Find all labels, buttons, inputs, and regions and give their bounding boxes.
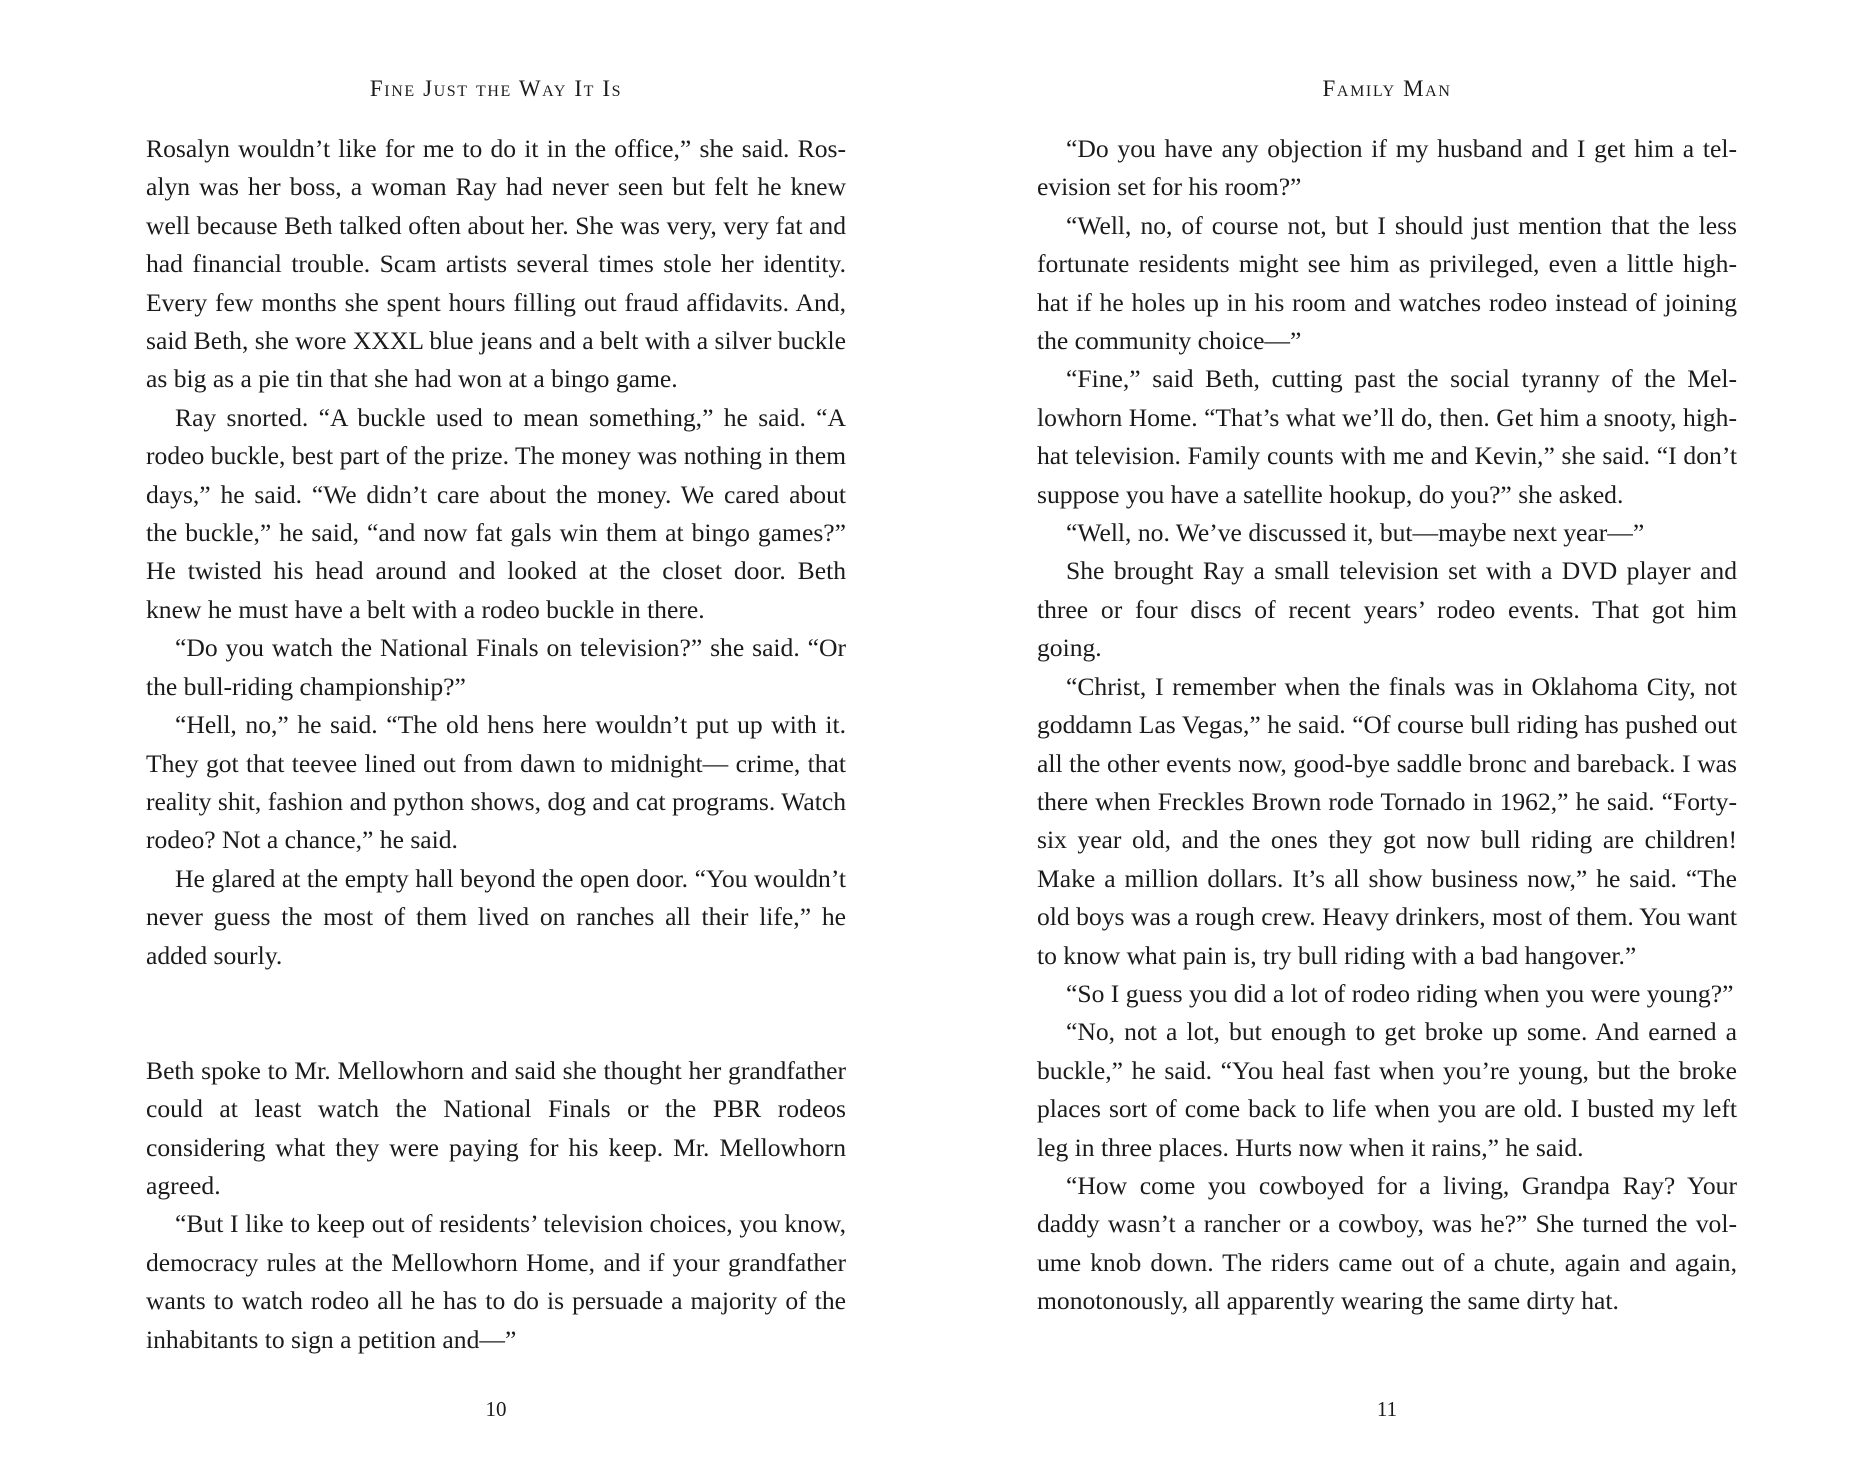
paragraph: “But I like to keep out of residents’ television choices, you know, democracy rules at the Mellowhorn Home, and if your grandfather wants to watch rodeo all he has to do is persuade a majority of the inhabitants to sign a petition and—” (146, 1209, 846, 1354)
paragraph: “Well, no. We’ve discussed it, but—maybe next year—” (1066, 518, 1645, 548)
paragraph: Beth spoke to Mr. Mellowhorn and said she thought her grandfather could at least watch the National Finals or the PBR rodeos considering what they were paying for his keep. Mr. Mellowhorn agreed. (146, 1055, 846, 1200)
paragraph: “Do you watch the National Finals on television?” she said. “Or the bull-riding championship?” (146, 633, 846, 701)
right-page (1037, 0, 1737, 1482)
page-number: 11 (1376, 1397, 1398, 1421)
running-head: Family Man (1322, 76, 1452, 101)
body-text (146, 130, 846, 1359)
page-number: 10 (485, 1397, 507, 1421)
paragraph: “How come you cowboyed for a living, Grandpa Ray? Your daddy wasn’t a rancher or a cowboy, was he?” She turned the volume knob down. The riders came out of a chute, again and again, monotonously, all apparently wearing the same dirty hat. (1037, 1170, 1737, 1316)
paragraph: “Fine,” said Beth, cutting past the social tyranny of the Mellowhorn Home. “That’s what we’ll do, then. Get him a snooty, high-hat television. Family counts with me and Kevin,” she said. “I don’t suppose you have a satellite hookup, do you?” she asked. (1037, 364, 1737, 509)
paragraph: “So I guess you did a lot of rodeo riding when you were young?” (1066, 978, 1734, 1008)
running-head: Fine Just the Way It Is (369, 76, 623, 101)
paragraph: “Hell, no,” he said. “The old hens here wouldn’t put up with it. They got that teevee lined out from dawn to midnight— crime, that reality shit, fashion and python shows, dog and cat programs. Watch rodeo? Not a chance,” he said. (146, 710, 846, 855)
paragraph: “Well, no, of course not, but I should just mention that the less fortunate residents might see him as privileged, even a little high-hat if he holes up in his room and watches rodeo instead of joining the community choice—” (1037, 210, 1737, 356)
left-page (146, 0, 846, 1482)
paragraph: He glared at the empty hall beyond the open door. “You wouldn’t never guess the most of them lived on ranches all their life,” he added sourly. (146, 863, 846, 970)
paragraph: “No, not a lot, but enough to get broke up some. And earned a buckle,” he said. “You heal fast when you’re young, but the broke places sort of come back to life when you are old. I busted my left leg in three places. Hurts now when it rains,” he said. (1037, 1017, 1737, 1162)
body-text (1037, 130, 1737, 1321)
paragraph: Ray snorted. “A buckle used to mean something,” he said. “A rodeo buckle, best part of the prize. The money was nothing in them days,” he said. “We didn’t care about the money. We cared about the buckle,” he said, “and now fat gals win them at bingo games?” He twisted his head around and looked at the closet door. Beth knew he must have a belt with a rodeo buckle in there. (146, 402, 846, 624)
paragraph: “Do you have any objection if my husband and I get him a television set for his room?” (1037, 134, 1737, 202)
paragraph: “Christ, I remember when the finals was in Oklahoma City, not goddamn Las Vegas,” he said. “Of course bull riding has pushed out all the other events now, good-bye saddle bronc and bareback. I was there when Freckles Brown rode Tornado in 1962,” he said. “Forty-six year old, and the ones they got now bull riding are children! Make a million dollars. It’s all show business now,” he said. “The old boys was a rough crew. Heavy drinkers, most of them. You want to know what pain is, try bull riding with a bad hangover.” (1037, 671, 1737, 970)
paragraph: Rosalyn wouldn’t like for me to do it in the office,” she said. Rosalyn was her boss, a woman Ray had never seen but felt he knew well because Beth talked often about her. She was very, very fat and had financial trouble. Scam artists several times stole her identity. Every few months she spent hours filling out fraud affidavits. And, said Beth, she wore XXXL blue jeans and a belt with a silver buckle as big as a pie tin that she had won at a bingo game. (146, 134, 846, 394)
paragraph: She brought Ray a small television set with a DVD player and three or four discs of recent years’ rodeo events. That got him going. (1037, 556, 1737, 663)
